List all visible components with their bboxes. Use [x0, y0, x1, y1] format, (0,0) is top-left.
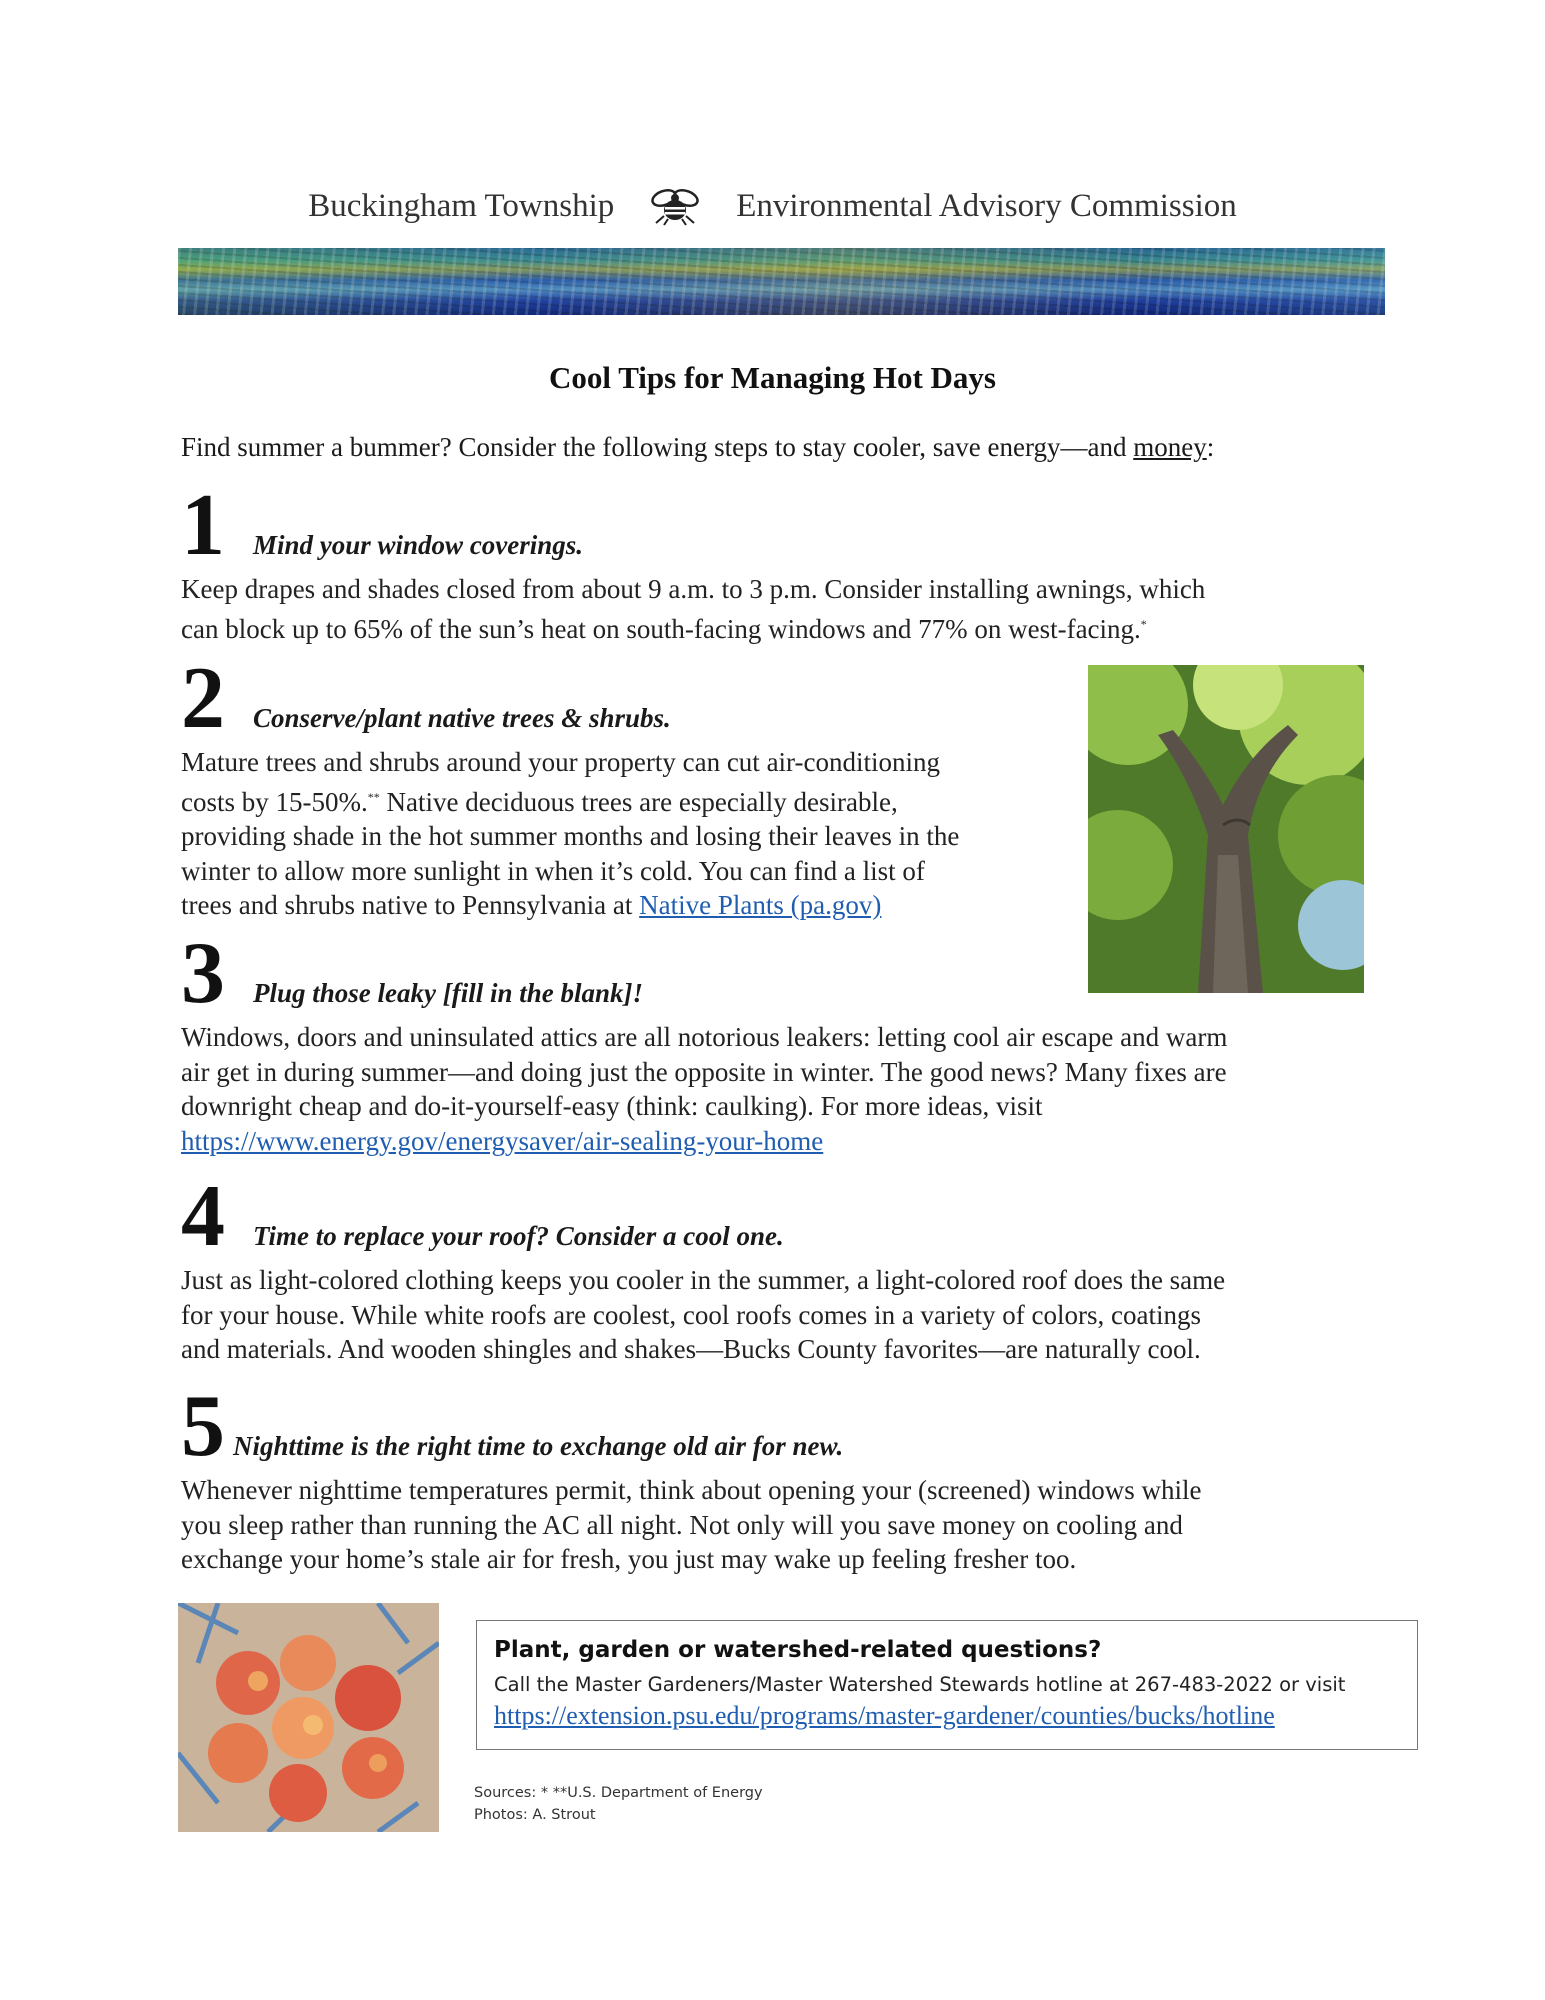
tip-3-heading — [181, 925, 644, 1022]
tip-title: Nighttime is the right time to exchange old air for new. — [233, 1430, 844, 1461]
tip-number: 2 — [181, 650, 225, 747]
air-sealing-link[interactable]: https://www.energy.gov/energysaver/air-sealing-your-home — [181, 1125, 824, 1156]
tip-number: 3 — [181, 925, 225, 1022]
header-banner-image — [178, 248, 1385, 315]
tip-2-heading — [181, 650, 671, 747]
page-title: Cool Tips for Managing Hot Days — [549, 360, 996, 395]
tip-4-heading — [181, 1168, 784, 1265]
callout-heading: Plant, garden or watershed-related questions? — [494, 1637, 1102, 1663]
header-commission: Environmental Advisory Commission — [736, 187, 1237, 224]
header-township: Buckingham Township — [308, 187, 615, 224]
intro-text: Find summer a bummer? Consider the following steps to stay cooler, save energy—and money: — [181, 432, 1215, 462]
tip-title: Time to replace your roof? Consider a cool one. — [253, 1220, 784, 1251]
hotline-callout — [476, 1620, 1418, 1750]
tip-title: Mind your window coverings. — [253, 529, 584, 560]
tip-4-body: Just as light-colored clothing keeps you cooler in the summer, a light-colored roof does the same for your house. While white roofs are coolest, cool roofs comes in a variety of colors, coatings and materials. And wooden shingles and shakes—Bucks County favorites—are naturally cool. — [181, 1265, 1226, 1364]
hotline-link[interactable]: https://extension.psu.edu/programs/master-gardener/counties/bucks/hotline — [494, 1701, 1275, 1730]
tip-5-heading — [181, 1378, 844, 1475]
tree-photo — [1088, 665, 1364, 993]
tip-5-body: Whenever nighttime temperatures permit, think about opening your (screened) windows while you sleep rather than running the AC all night. Not only will you save money on cooling and exchange your home’s stale air for fresh, you just may wake up feeling fresher too. — [181, 1475, 1202, 1574]
tip-number: 4 — [181, 1168, 225, 1265]
native-plants-link[interactable]: Native Plants (pa.gov) — [639, 890, 882, 920]
tip-3-body: Windows, doors and uninsulated attics are all notorious leakers: letting cool air escape and warm air get in during summer—and doing just the opposite in winter. The good news? Many fixes are downright cheap and do-it-yourself-easy (think: caulking). For more ideas, visit https://www.energy.gov/energysaver/air-sealing-your-home — [181, 1022, 1228, 1156]
tip-number: 5 — [181, 1378, 225, 1475]
tip-title: Plug those leaky [fill in the blank]! — [253, 977, 644, 1008]
tip-title: Conserve/plant native trees & shrubs. — [253, 702, 671, 733]
callout-text: Call the Master Gardeners/Master Watershed Stewards hotline at 267-483-2022 or visit — [494, 1673, 1346, 1696]
tip-1-body: Keep drapes and shades closed from about 9 a.m. to 3 p.m. Consider installing awnings, which can block up to 65% of the sun’s heat on south-facing windows and 77% on west-facing.* — [181, 574, 1206, 644]
bee-icon — [648, 186, 702, 226]
tip-number: 1 — [181, 477, 225, 574]
photo-credit: Photos: A. Strout — [474, 1807, 596, 1823]
peaches-photo — [178, 1603, 439, 1832]
tip-2-body: Mature trees and shrubs around your property can cut air-conditioning costs by 15-50%.** Native deciduous trees are especially desirable, providing shade in the hot summer months and losing their leaves in the winter to allow more sunlight in when it’s cold. You can find a list of trees and shrubs native to Pennsylvania at Native Plants (pa.gov) — [181, 747, 960, 920]
sources-note: Sources: * **U.S. Department of Energy — [474, 1785, 763, 1801]
document-header — [0, 176, 1545, 236]
tip-1-heading — [181, 477, 584, 574]
